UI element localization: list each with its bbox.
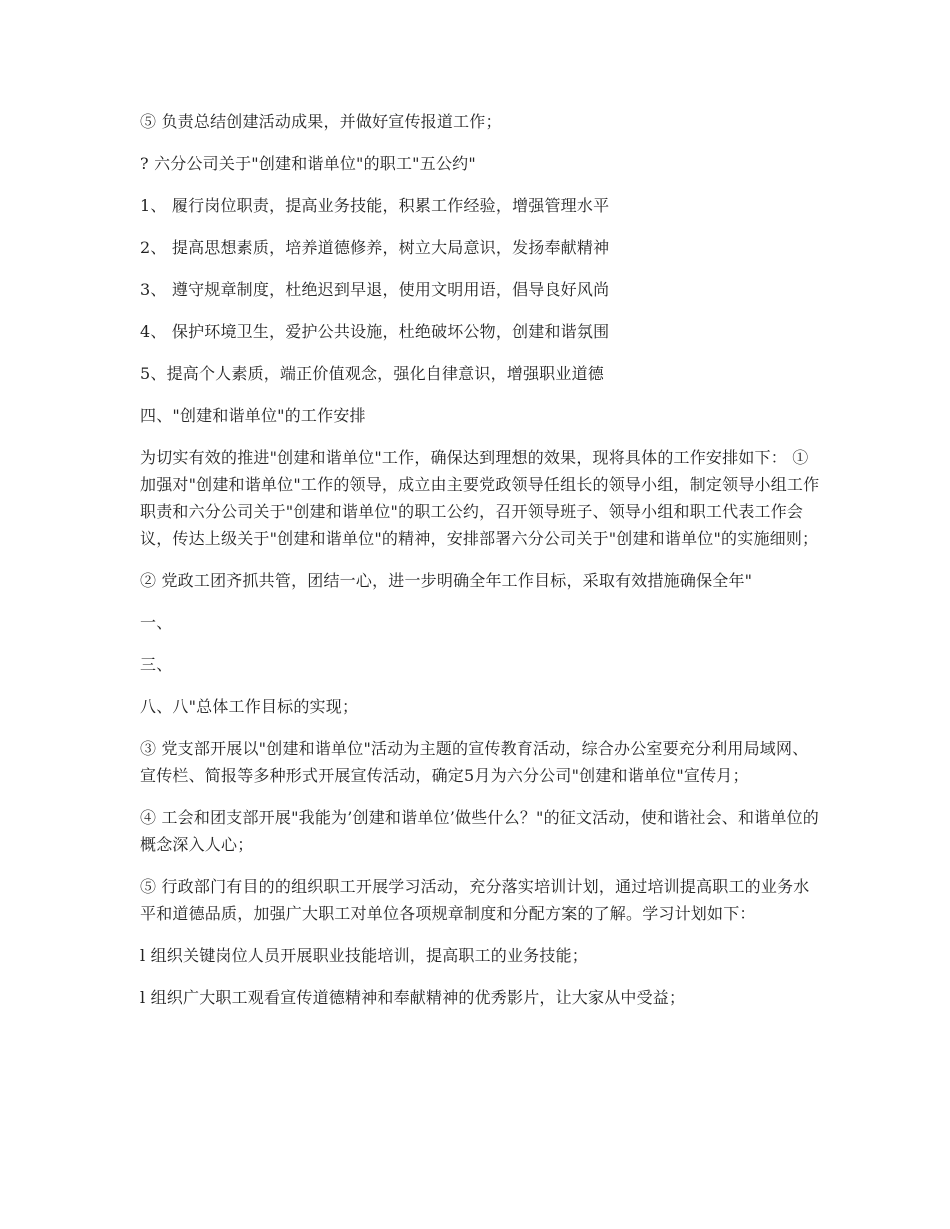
bullet-item-1: l 组织关键岗位人员开展职业技能培训，提高职工的业务技能； [140, 946, 589, 965]
section-heading-4: 四、"创建和谐单位"的工作安排 [140, 406, 366, 425]
paragraph-14: ③ 党支部开展以"创建和谐单位"活动为主题的宣传教育活动，综合办公室要充分利用局域网、宣传栏、简报等多种形式开展宣传活动，确定5月为六分公司"创建和谐单位"宣传月； [140, 739, 809, 785]
paragraph-10: ② 党政工团齐抓共管，团结一心，进一步明确全年工作目标，采取有效措施确保全年" [140, 571, 753, 590]
paragraph-4: 2、 提高思想素质，培养道德修养，树立大局意识，发扬奉献精神 [140, 238, 610, 257]
paragraph-3: 1、 履行岗位职责，提高业务技能，积累工作经验，增强管理水平 [140, 196, 610, 215]
paragraph-11: 一、 [140, 613, 173, 632]
paragraph-6: 4、 保护环境卫生，爱护公共设施，杜绝破坏公物，创建和谐氛围 [140, 322, 610, 341]
paragraph-12: 三、 [140, 655, 173, 674]
paragraph-7: 5、提高个人素质，端正价值观念，强化自律意识，增强职业道德 [140, 364, 604, 383]
bullet-item-2: l 组织广大职工观看宣传道德精神和奉献精神的优秀影片，让大家从中受益； [140, 988, 686, 1007]
paragraph-1: ⑤ 负责总结创建活动成果，并做好宣传报道工作； [140, 112, 502, 131]
paragraph-16: ⑤ 行政部门有目的的组织职工开展学习活动，充分落实培训计划，通过培训提高职工的业务水平和道德品质，加强广大职工对单位各项规章制度和分配方案的了解。学习计划如下： [140, 877, 810, 923]
paragraph-2: ? 六分公司关于"创建和谐单位"的职工"五公约" [140, 154, 476, 173]
paragraph-5: 3、 遵守规章制度，杜绝迟到早退，使用文明用语，倡导良好风尚 [140, 280, 610, 299]
paragraph-15: ④ 工会和团支部开展"我能为’创建和谐单位’做些什么？"的征文活动，使和谐社会、和谐单位的概念深入人心； [140, 808, 819, 854]
paragraph-9: 为切实有效的推进"创建和谐单位"工作，确保达到理想的效果，现将具体的工作安排如下： ① 加强对"创建和谐单位"工作的领导，成立由主要党政领导任组长的领导小组，制定领导小组工作职责和六分公司关于"创建和谐单位"的职工公约，召开领导班子、领导小组和职工代表工作会议，传达上级关于"创建和谐单位"的精神，安排部署六分公司关于"创建和谐单位"的实施细则； [140, 448, 820, 548]
document-page [140, 108, 820, 1026]
paragraph-13: 八、八"总体工作目标的实现； [140, 697, 359, 716]
